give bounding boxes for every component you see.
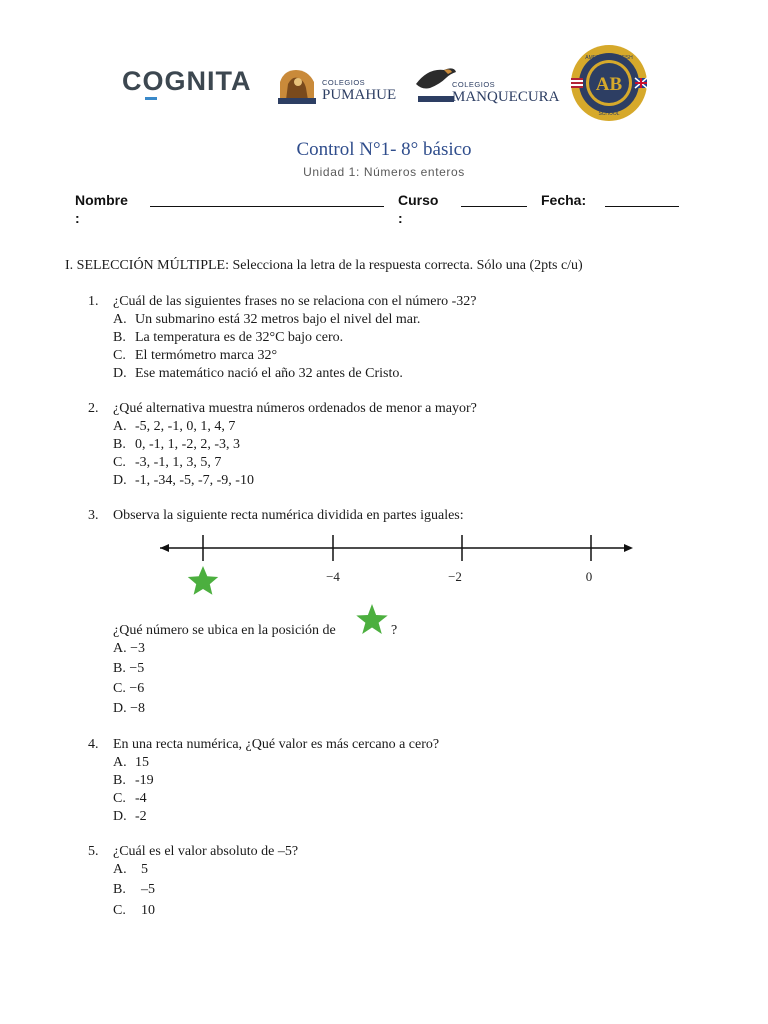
ab-seal-top-text: AMERICAN BRITISH xyxy=(585,55,633,61)
date-blank-line[interactable] xyxy=(605,206,679,207)
name-label: Nombre xyxy=(75,192,128,208)
option-letter: B. xyxy=(113,882,126,897)
pumahue-emblem-icon xyxy=(276,64,318,106)
tick-label: 0 xyxy=(585,569,593,584)
option-letter: A. xyxy=(113,862,127,877)
cognita-logo-accent xyxy=(145,97,157,100)
option-text[interactable]: 5 xyxy=(141,862,148,877)
option-letter: D. xyxy=(113,473,127,488)
date-label: Fecha: xyxy=(541,192,587,208)
option-text[interactable]: 15 xyxy=(135,755,149,770)
manquecura-logo-name: MANQUECURA xyxy=(452,89,560,105)
pumahue-logo xyxy=(276,64,396,108)
question-text: Observa la siguiente recta numérica dividida en partes iguales: xyxy=(113,508,464,523)
pumahue-logo-small-text: COLEGIOS xyxy=(322,78,366,87)
question-number: 2. xyxy=(88,401,99,416)
option-text[interactable]: El termómetro marca 32° xyxy=(135,348,278,363)
pumahue-logo-name: PUMAHUE xyxy=(322,87,397,103)
ab-school-seal-icon xyxy=(570,44,648,122)
option-text[interactable]: -1, -34, -5, -7, -9, -10 xyxy=(135,473,254,488)
option-text[interactable]: -4 xyxy=(135,791,147,806)
star-icon xyxy=(355,603,389,637)
star-question-end: ? xyxy=(391,623,398,638)
option-text[interactable]: B. −5 xyxy=(113,661,145,676)
option-text[interactable]: Un submarino está 32 metros bajo el nivel del mar. xyxy=(135,312,421,327)
option-text[interactable]: La temperatura es de 32°C bajo cero. xyxy=(135,330,344,345)
course-colon: : xyxy=(398,210,403,226)
option-letter: C. xyxy=(113,791,126,806)
course-label: Curso xyxy=(398,192,439,208)
question-number: 4. xyxy=(88,737,99,752)
option-letter: B. xyxy=(113,773,126,788)
course-blank-line[interactable] xyxy=(461,206,527,207)
option-letter: B. xyxy=(113,330,126,345)
name-colon: : xyxy=(75,210,80,226)
option-letter: A. xyxy=(113,312,127,327)
option-text[interactable]: -19 xyxy=(135,773,154,788)
option-text[interactable]: -3, -1, 1, 3, 5, 7 xyxy=(135,455,222,470)
option-text[interactable]: D. −8 xyxy=(113,701,146,716)
option-letter: C. xyxy=(113,903,126,918)
option-text[interactable]: -5, 2, -1, 0, 1, 4, 7 xyxy=(135,419,236,434)
cognita-logo-text: COGNITA xyxy=(122,66,252,96)
page-title: Control N°1- 8° básico xyxy=(296,139,472,160)
option-letter: C. xyxy=(113,455,126,470)
option-text[interactable]: –5 xyxy=(141,882,155,897)
ab-seal-bottom-text: SCHOOL xyxy=(598,111,620,117)
manquecura-logo xyxy=(414,62,560,108)
option-letter: A. xyxy=(113,755,127,770)
page-subtitle: Unidad 1: Números enteros xyxy=(303,165,465,179)
option-text[interactable]: -2 xyxy=(135,809,147,824)
number-line xyxy=(150,530,640,600)
cognita-logo xyxy=(122,66,252,102)
question-text: ¿Cuál es el valor absoluto de –5? xyxy=(113,844,299,859)
section-title: I. SELECCIÓN MÚLTIPLE: Selecciona la letra de la respuesta correcta. Sólo una (2pts c/u) xyxy=(65,258,583,273)
question-text: ¿Cuál de las siguientes frases no se relaciona con el número -32? xyxy=(113,294,477,309)
option-text[interactable]: Ese matemático nació el año 32 antes de Cristo. xyxy=(135,366,403,381)
number-line-left-arrow-icon xyxy=(160,544,169,552)
option-letter: D. xyxy=(113,809,127,824)
question-number: 3. xyxy=(88,508,99,523)
tick-label: −4 xyxy=(326,569,340,584)
option-letter: A. xyxy=(113,419,127,434)
manquecura-logo-small-text: COLEGIOS xyxy=(452,80,496,89)
question-text: En una recta numérica, ¿Qué valor es más cercano a cero? xyxy=(113,737,440,752)
name-blank-line[interactable] xyxy=(150,206,384,207)
ab-seal-letters: AB xyxy=(595,74,623,95)
option-text[interactable]: A. −3 xyxy=(113,641,146,656)
option-letter: D. xyxy=(113,366,127,381)
question-number: 1. xyxy=(88,294,99,309)
question-number: 5. xyxy=(88,844,99,859)
star-question-text: ¿Qué número se ubica en la posición de xyxy=(113,623,336,638)
number-line-right-arrow-icon xyxy=(624,544,633,552)
option-text[interactable]: 10 xyxy=(141,903,155,918)
option-text[interactable]: 0, -1, 1, -2, 2, -3, 3 xyxy=(135,437,240,452)
option-letter: B. xyxy=(113,437,126,452)
option-text[interactable]: C. −6 xyxy=(113,681,145,696)
star-icon xyxy=(188,566,218,595)
question-text: ¿Qué alternativa muestra números ordenados de menor a mayor? xyxy=(113,401,477,416)
option-letter: C. xyxy=(113,348,126,363)
tick-label: −2 xyxy=(448,569,462,584)
american-british-school-logo xyxy=(570,44,648,122)
